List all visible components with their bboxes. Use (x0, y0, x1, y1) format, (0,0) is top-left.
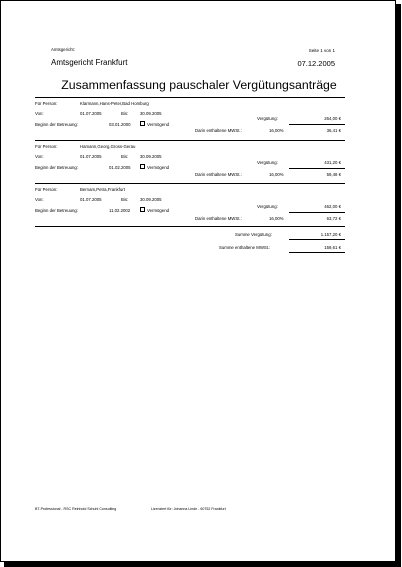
total-vat-label: Summe enthaltene MWSt.: (219, 245, 271, 250)
title-divider (35, 97, 345, 98)
vat-rate: 16,00% (269, 128, 284, 133)
report-title: Zusammenfassung pauschaler Vergütungsanträge (61, 78, 337, 92)
wealthy-label: Vermögend (147, 165, 169, 170)
total-vat-value: 159,61 € (324, 245, 341, 250)
vat-amount: 36,41 € (326, 128, 341, 133)
to-label: Bis: (121, 154, 129, 159)
compensation-label: Vergütung: (257, 116, 278, 121)
start-date: 11.02.2002 (109, 208, 131, 213)
to-date: 30.09.2005 (140, 111, 162, 116)
start-label: Beginn der Betreuung: (35, 208, 79, 213)
to-date: 30.09.2005 (140, 154, 162, 159)
compensation-value: 264,00 € (324, 116, 341, 121)
record-divider (35, 140, 345, 141)
compensation-label: Vergütung: (257, 160, 278, 165)
start-date: 03.01.2000 (109, 122, 131, 127)
record-divider (35, 183, 345, 184)
total-compensation-value: 1.157,20 € (320, 232, 341, 237)
from-date: 01.07.2005 (80, 197, 102, 202)
to-label: Bis: (121, 197, 129, 202)
footer-right: Lizenziert für: Johanna Linde - 60752 Frankfurt (151, 507, 226, 511)
from-date: 01.07.2005 (80, 111, 102, 116)
wealthy-label: Vermögend (147, 122, 169, 127)
start-label: Beginn der Betreuung: (35, 122, 79, 127)
wealthy-label: Vermögend (147, 208, 169, 213)
compensation-underline (289, 212, 345, 213)
vat-amount: 59,48 € (326, 172, 341, 177)
from-date: 01.07.2005 (80, 154, 102, 159)
page-info: Seite 1 von 1 (308, 48, 335, 53)
total-vat-underline (289, 252, 345, 253)
person-label: Für Person: (35, 187, 58, 192)
wealthy-checkbox (140, 164, 145, 169)
footer-left: BT-Professional - RSC Reinhold Schuhl Consulting (35, 507, 117, 511)
start-date: 01.02.2005 (109, 165, 131, 170)
vat-label: Darin enthaltene MWSt.: (195, 172, 242, 177)
wealthy-checkbox (140, 207, 145, 212)
compensation-value: 462,00 € (324, 204, 341, 209)
person-label: Für Person: (35, 144, 58, 149)
vat-label: Darin enthaltene MWSt.: (195, 216, 242, 221)
vat-rate: 16,00% (269, 172, 284, 177)
page-shadow-bottom (4, 562, 401, 567)
compensation-value: 431,20 € (324, 160, 341, 165)
court-name: Amtsgericht Frankfurt (51, 58, 128, 67)
start-label: Beginn der Betreuung: (35, 165, 79, 170)
vat-rate: 16,00% (269, 216, 284, 221)
person-name: Hamann,Georg,Gross-Gerau (80, 144, 136, 149)
compensation-underline (289, 168, 345, 169)
vat-amount: 63,72 € (326, 216, 341, 221)
from-label: Von: (35, 154, 44, 159)
total-compensation-underline (289, 239, 345, 240)
compensation-underline (289, 124, 345, 125)
person-label: Für Person: (35, 101, 58, 106)
to-label: Bis: (121, 111, 129, 116)
page-shadow-right (396, 4, 401, 566)
vat-label: Darin enthaltene MWSt.: (195, 128, 242, 133)
report-date: 07.12.2005 (297, 59, 335, 68)
person-name: Bernam,Petra,Frankfurt (80, 187, 125, 192)
compensation-label: Vergütung: (257, 204, 278, 209)
wealthy-checkbox (140, 121, 145, 126)
from-label: Von: (35, 111, 44, 116)
from-label: Von: (35, 197, 44, 202)
total-compensation-label: Summe Vergütung: (235, 232, 272, 237)
person-name: Klarmann,Hans-Peter,Bad Homburg (80, 101, 149, 106)
to-date: 30.09.2005 (140, 197, 162, 202)
court-label: Amtsgericht: (51, 47, 75, 52)
record-divider (35, 226, 345, 227)
